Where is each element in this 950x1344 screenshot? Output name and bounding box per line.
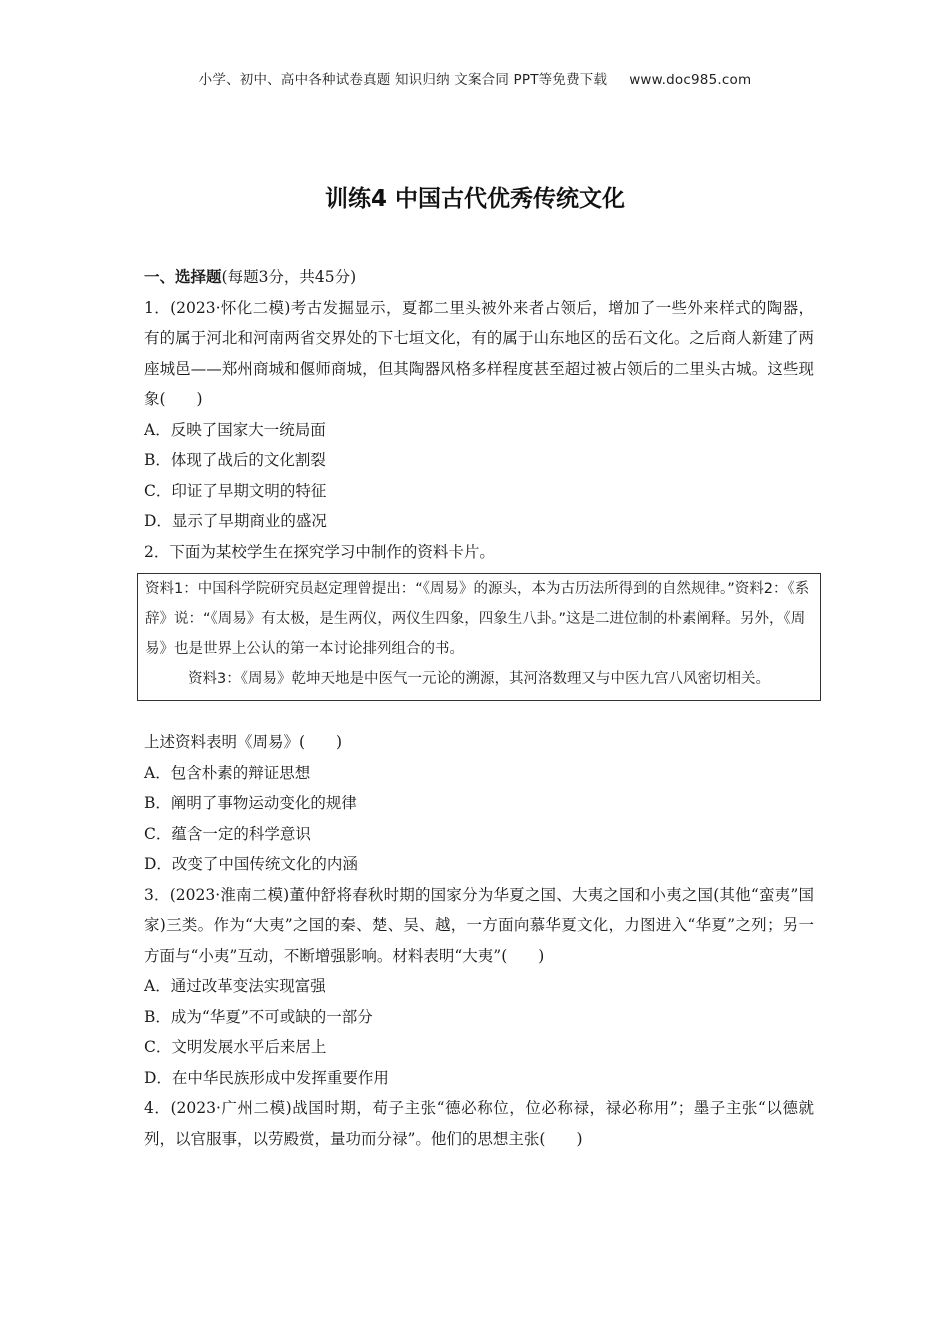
header-url[interactable]: www.doc985.com [629, 72, 752, 88]
page-header [0, 68, 950, 88]
page-title: 训练4 中国古代优秀传统文化 [324, 186, 625, 212]
option-b: B．阐明了事物运动变化的规律 [144, 794, 357, 812]
question-follow-up: 上述资料表明《周易》( ) [144, 733, 343, 751]
section-heading [144, 262, 814, 293]
option-a: A．通过改革变法实现富强 [144, 977, 326, 995]
option-d: D．改变了中国传统文化的内涵 [144, 855, 358, 873]
question-1 [144, 293, 814, 537]
option-a: A．包含朴素的辩证思想 [144, 763, 311, 782]
option-b: B．体现了战后的文化割裂 [144, 451, 326, 469]
option-b: B．成为“华夏”不可或缺的一部分 [144, 1007, 373, 1026]
material-paragraph-2: 资料3：《周易》乾坤天地是中医气一元论的溯源，其河洛数理又与中医九宫八风密切相关。 [188, 671, 770, 687]
option-d: D．显示了早期商业的盛况 [144, 512, 327, 530]
question-stem: 2．下面为某校学生在探究学习中制作的资料卡片。 [144, 542, 495, 561]
question-stem: 1．(2023·怀化二模)考古发掘显示，夏都二里头被外来者占领后，增加了一些外来样式的陶器，有的属于河北和河南两省交界处的下七垣文化，有的属于山东地区的岳石文化。之后商人新建了两座城邑——郑州商城和偃师商城，但其陶器风格多样程度甚至超过被占领后的二里头古城。这些现象( ) [144, 298, 814, 408]
option-c: C．印证了早期文明的特征 [144, 481, 327, 500]
question-stem: 4．(2023·广州二模)战国时期，荀子主张“德必称位，位必称禄，禄必称用”；墨子主张“以德就列，以官服事，以劳殿赏，量功而分禄”。他们的思想主张( ) [144, 1099, 814, 1148]
header-text: 小学、初中、高中各种试卷真题 知识归纳 文案合同 PPT等免费下载 [198, 72, 608, 88]
option-d: D．在中华民族形成中发挥重要作用 [144, 1068, 389, 1087]
document-body [144, 262, 814, 1154]
question-4 [144, 1093, 814, 1154]
question-3 [144, 880, 814, 1094]
option-a: A．反映了国家大一统局面 [144, 420, 326, 439]
option-c: C．蕴含一定的科学意识 [144, 824, 311, 843]
question-stem: 3．(2023·淮南二模)董仲舒将春秋时期的国家分为华夏之国、大夷之国和小夷之国(其他“蛮夷”国家)三类。作为“大夷”之国的秦、楚、吴、越，一方面向慕华夏文化，力图进入“华夏”之列；另一方面与“小夷”互动，不断增强影响。材料表明“大夷”( ) [144, 885, 814, 965]
section-head-label: 一、选择题 [144, 268, 222, 286]
material-card [137, 573, 821, 701]
material-paragraph-1: 资料1：中国科学院研究员赵定理曾提出：“《周易》的源头，本为古历法所得到的自然规律。”资料2：《系辞》说：“《周易》有太极，是生两仪，两仪生四象，四象生八卦。”这是二进位制的朴素阐释。另外，《周易》也是世界上公认的第一本讨论排列组合的书。 [145, 581, 810, 657]
option-c: C．文明发展水平后来居上 [144, 1038, 327, 1056]
question-2 [144, 537, 814, 880]
section-score-note: (每题3分，共45分) [221, 268, 357, 286]
